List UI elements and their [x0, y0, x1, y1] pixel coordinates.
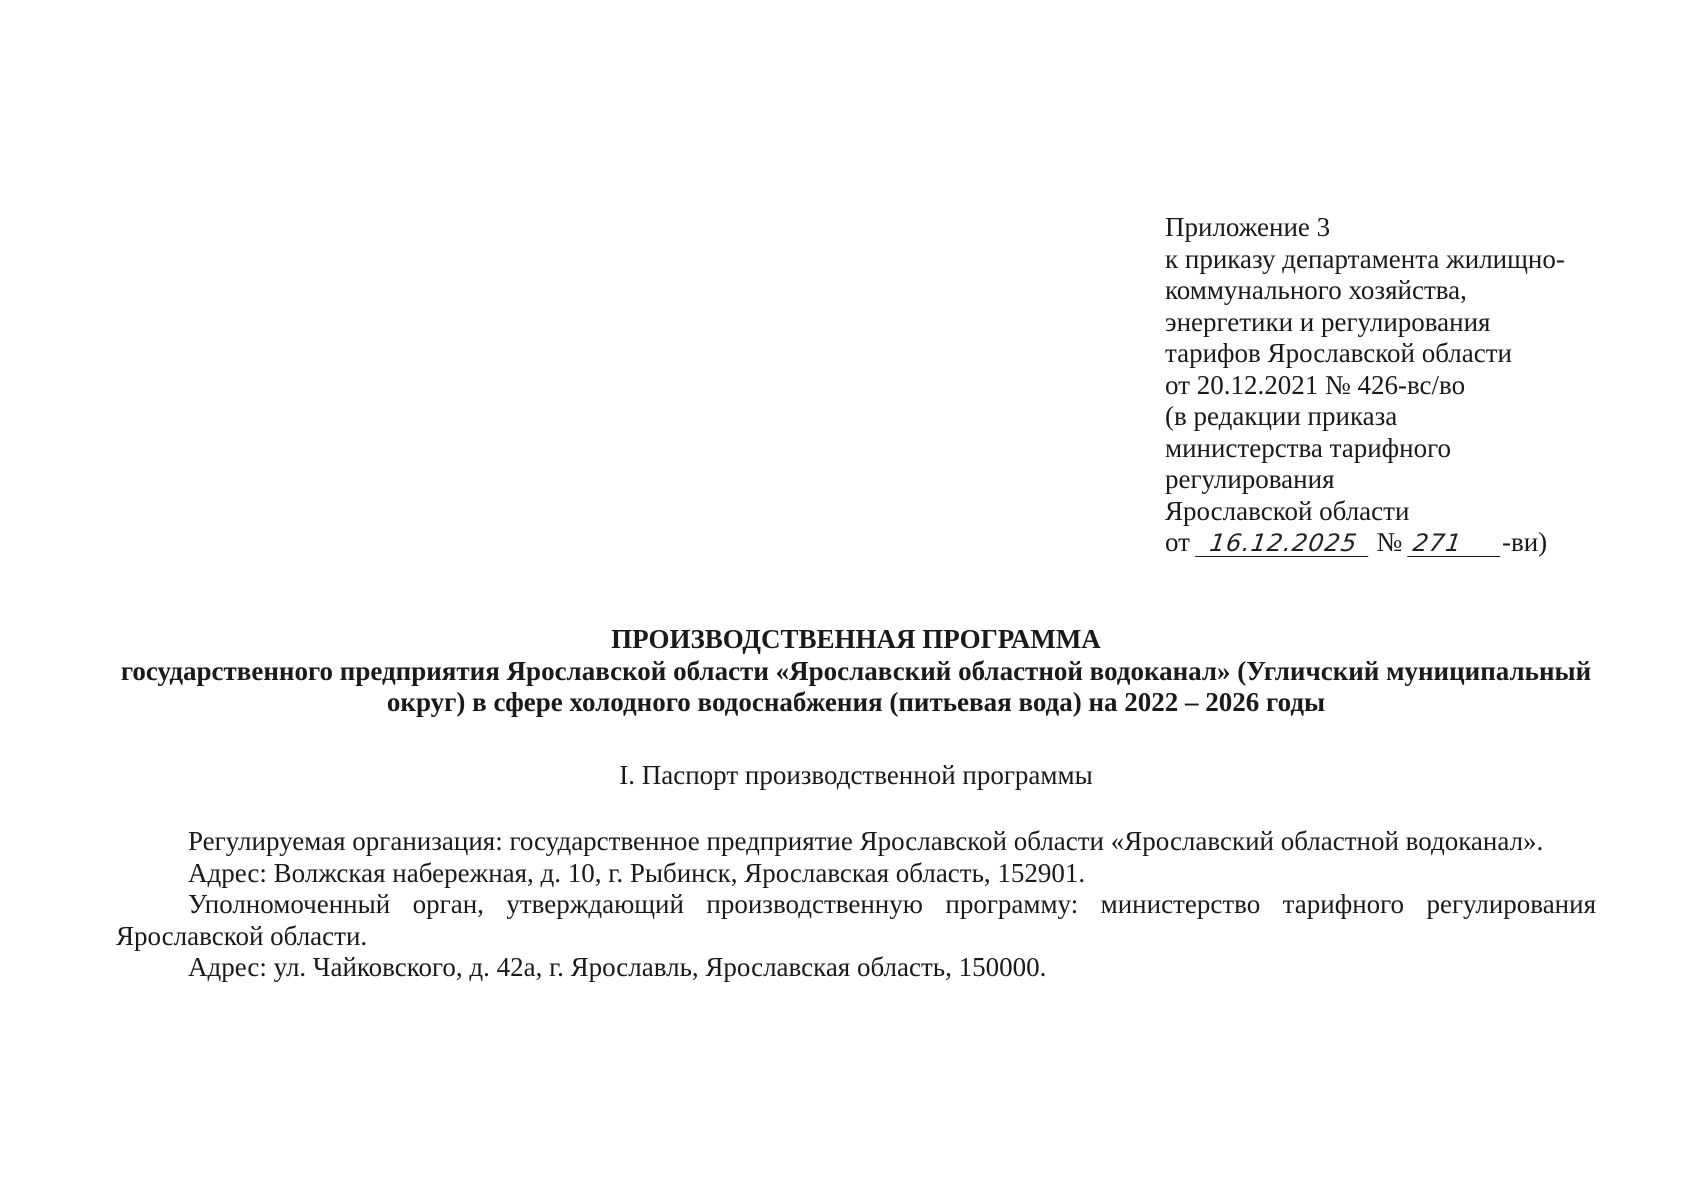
paragraph-authority-address: Адрес: ул. Чайковского, д. 42а, г. Ярославль, Ярославская область, 150000.	[188, 952, 1047, 982]
paragraph-organization: Регулируемая организация: государственное предприятие Ярославской области «Ярославский областной водоканал».	[188, 826, 1544, 856]
appendix-line: от 20.12.2021 № 426-вс/во	[1165, 369, 1466, 400]
number-sign: №	[1376, 527, 1403, 557]
section-heading: I. Паспорт производственной программы	[619, 760, 1093, 790]
signed-prefix: от	[1165, 527, 1190, 557]
appendix-block	[1165, 212, 1645, 559]
paragraph-organization-address: Адрес: Волжская набережная, д. 10, г. Рыбинск, Ярославская область, 152901.	[188, 857, 1086, 888]
appendix-line: (в редакции приказа	[1165, 401, 1398, 431]
handwritten-number: 271	[1407, 531, 1504, 557]
appendix-line: министерства тарифного	[1165, 432, 1452, 463]
appendix-line: Ярославской области	[1165, 495, 1410, 526]
signed-suffix: -ви)	[1501, 527, 1548, 557]
appendix-line: к приказу департамента жилищно-	[1165, 243, 1565, 274]
appendix-line: тарифов Ярославской области	[1165, 338, 1512, 368]
appendix-line: энергетики и регулирования	[1165, 306, 1491, 337]
title-subtitle: государственного предприятия Ярославской области «Ярославский областной водоканал» (Угличский муниципальный округ) в сфере холодного водоснабжения (питьевая вода) на 2022 – 2026 годы	[120, 655, 1592, 717]
passport-body	[116, 826, 1596, 984]
title-main: ПРОИЗВОДСТВЕННАЯ ПРОГРАММА	[611, 624, 1101, 654]
handwritten-date: 16.12.2025	[1195, 531, 1372, 557]
document-title	[116, 624, 1596, 719]
signed-order-line	[1165, 527, 1645, 559]
appendix-line: коммунального хозяйства,	[1165, 275, 1467, 305]
paragraph-authority: Уполномоченный орган, утверждающий производственную программу: министерство тарифного регулирования Ярославской области.	[116, 889, 1596, 951]
appendix-line: регулирования	[1165, 464, 1335, 494]
appendix-line: Приложение 3	[1165, 212, 1331, 242]
